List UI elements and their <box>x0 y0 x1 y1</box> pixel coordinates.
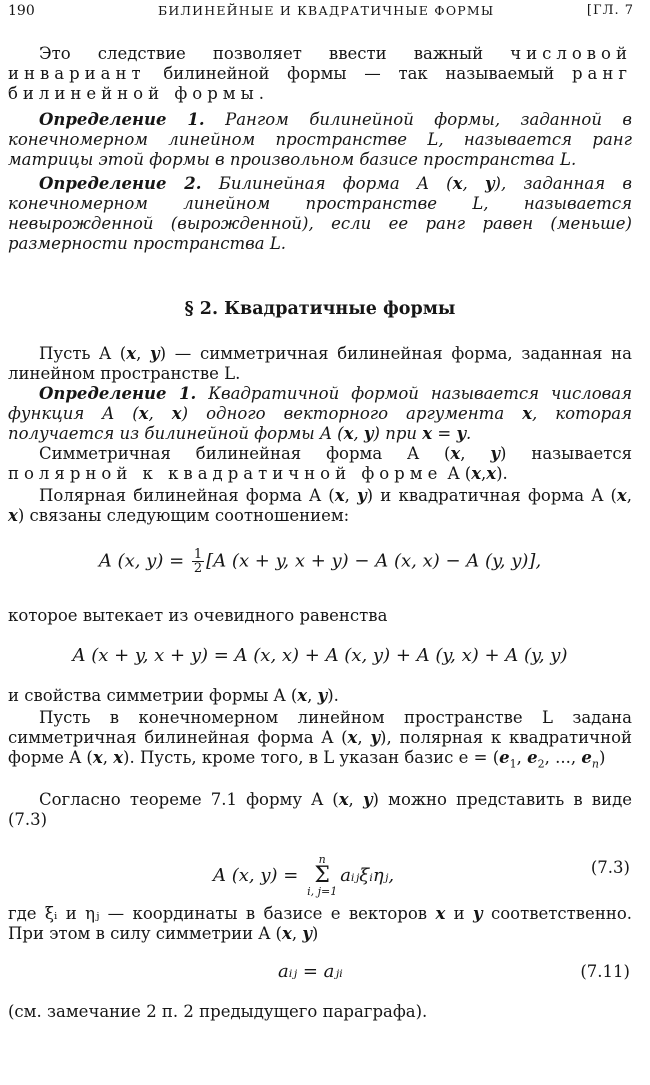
vector-x: x <box>450 444 461 463</box>
text-run: = <box>432 424 457 443</box>
text-run: Симметричная билинейная форма A ( <box>39 444 451 463</box>
paragraph-rank-intro <box>8 44 632 104</box>
formula-rhs: aᵢⱼξᵢηⱼ, <box>340 865 395 886</box>
vector-y: y <box>363 424 374 443</box>
text-run: , <box>307 686 318 705</box>
formula-lhs: A (x, y) = <box>213 865 305 886</box>
text-run: ), полярная к квадратичной форме A ( <box>8 728 632 767</box>
running-header <box>8 0 634 22</box>
text-run: Пусть A ( <box>39 344 127 363</box>
text-run: соответственно. При этом в силу симметрии A ( <box>8 904 632 943</box>
definition-label: Определение 1. <box>39 384 197 403</box>
vector-x: x <box>338 790 349 809</box>
vector-x: x <box>8 506 18 525</box>
text-run: ). <box>327 686 339 705</box>
text-run: и <box>445 904 474 923</box>
text-run: , <box>357 728 371 747</box>
text-run: , <box>344 486 358 505</box>
vector-x: x <box>343 424 354 443</box>
section-heading: § 2. Квадратичные формы <box>184 299 456 319</box>
paragraph-representation <box>8 790 632 830</box>
vector-x: x <box>616 486 627 505</box>
text-run: A ( <box>442 464 472 483</box>
definition-label: Определение 2. <box>39 174 202 193</box>
vector-x: x <box>347 728 358 747</box>
formula-body <box>213 854 394 898</box>
vector-x: x <box>171 404 182 423</box>
definition-rank <box>8 110 632 170</box>
text-run: Пусть в конечномерном линейном пространстве L задана симметричная билинейная форма A ( <box>8 708 632 747</box>
vector-x: x <box>281 924 292 943</box>
text-run: ) связаны следующим соотношением: <box>17 506 350 525</box>
vector-y: y <box>370 728 381 747</box>
definition-text: Рангом билинейной формы, заданной в конечномерном линейном пространстве L, называется ранг матрицы этой формы в произвольном базисе пространства L. <box>8 110 632 169</box>
vector-x: x <box>422 424 433 443</box>
vector-x: x <box>334 486 345 505</box>
definition-quadratic-form <box>8 384 632 444</box>
text-run: ), заданная в конечномерном линейном пространстве L, называется невырожденной (вырожденной), если ее ранг равен (меньше) размерности пространства L. <box>8 174 632 253</box>
paragraph-symmetric-form <box>8 344 632 384</box>
text-run: ) называется <box>500 444 632 463</box>
summation-sign <box>307 854 337 898</box>
vector-y: y <box>150 344 160 363</box>
text-run: Согласно теореме 7.1 форму A ( <box>39 790 339 809</box>
text-run: , <box>136 344 151 363</box>
vector-y: y <box>302 924 312 943</box>
text-run: , <box>626 486 632 505</box>
paragraph-coordinates <box>8 904 632 944</box>
basis-vector: e <box>527 748 538 767</box>
vector-x: x <box>452 174 463 193</box>
text-run: Билинейная форма A ( <box>201 174 453 193</box>
text-run: Это следствие позволяет ввести важный <box>39 44 511 63</box>
vector-x: x <box>486 464 497 483</box>
definition-label: Определение 1. <box>39 110 205 129</box>
text-run: , <box>348 790 363 809</box>
paragraph-polar-form <box>8 444 632 484</box>
vector-y: y <box>456 424 467 443</box>
paragraph-symmetry-property <box>8 686 632 706</box>
vector-x: x <box>92 748 103 767</box>
text-run: где ξᵢ и ηⱼ — координаты в базисе e векторов <box>8 904 436 923</box>
text-run: . <box>258 84 264 103</box>
formula-body: aᵢⱼ = aⱼᵢ <box>278 961 343 982</box>
equation-number: (7.11) <box>580 962 630 981</box>
subscript: 1 <box>509 757 517 771</box>
text-run: , которая получается из билинейной формы A ( <box>8 404 632 443</box>
fraction-numerator: 1 <box>193 547 203 562</box>
formula-7-3 <box>8 846 632 898</box>
text-run: ). <box>496 464 508 483</box>
sum-lower-limit: i, j=1 <box>307 885 338 898</box>
text-run: ) одного векторного аргумента <box>181 404 523 423</box>
vector-y: y <box>317 686 328 705</box>
text-run: ) <box>598 748 606 767</box>
vector-x: x <box>113 748 124 767</box>
vector-x: x <box>471 464 482 483</box>
text-run: ) при <box>373 424 423 443</box>
text-run: Квадратичной формой называется числовая функция A ( <box>8 384 632 423</box>
vector-x: x <box>126 344 137 363</box>
paragraph-relation <box>8 486 632 526</box>
spaced-term: числовой инвариант <box>8 44 632 83</box>
text-run: , ..., <box>544 748 582 767</box>
paragraph-remark-reference: (см. замечание 2 п. 2 предыдущего параграфа). <box>8 1002 428 1021</box>
text-run: и свойства симметрии формы A ( <box>8 686 298 705</box>
definition-nondegenerate <box>8 174 632 254</box>
vector-y: y <box>473 904 483 923</box>
subscript: n <box>591 757 599 771</box>
text-run: ) <box>311 924 319 943</box>
running-title: БИЛИНЕЙНЫЕ И КВАДРАТИЧНЫЕ ФОРМЫ <box>158 3 495 18</box>
text-run: ). Пусть, кроме того, в L указан базис e = ( <box>123 748 500 767</box>
vector-y: y <box>484 174 495 193</box>
chapter-marker: [ГЛ. 7 <box>586 3 634 18</box>
fraction-one-half <box>192 548 204 575</box>
formula-polarization <box>8 548 632 575</box>
equation-number: (7.3) <box>590 858 630 877</box>
sum-upper-limit: n <box>318 853 326 866</box>
sum-symbol: Σ <box>314 863 330 888</box>
formula-lhs: A (x, y) = <box>98 550 190 572</box>
vector-x: x <box>435 904 446 923</box>
paragraph-follows-from: которое вытекает из очевидного равенства <box>8 606 388 625</box>
text-run: , <box>516 748 528 767</box>
spaced-term: ранг билинейной формы <box>8 64 632 103</box>
text-run: , <box>102 748 114 767</box>
vector-y: y <box>490 444 500 463</box>
spaced-term: полярной к квадратичной форме <box>8 464 443 483</box>
page-number: 190 <box>8 3 35 19</box>
text-run: ) и квадратичная форма A ( <box>366 486 617 505</box>
text-run: , <box>353 424 364 443</box>
text-run: . <box>466 424 472 443</box>
text-run: Полярная билинейная форма A ( <box>39 486 335 505</box>
vector-y: y <box>357 486 367 505</box>
fraction-denominator: 2 <box>193 561 203 576</box>
vector-x: x <box>297 686 308 705</box>
text-run: билинейной формы — так называемый <box>145 64 572 83</box>
text-run: ) можно представить в виде (7.3) <box>8 790 632 829</box>
basis-vector: e <box>581 748 592 767</box>
text-run: , <box>481 464 487 483</box>
text-run: ) — симметричная билинейная форма, заданная на линейном пространстве L. <box>8 344 632 383</box>
subscript: 2 <box>537 757 545 771</box>
vector-x: x <box>138 404 149 423</box>
text-run: , <box>291 924 303 943</box>
paragraph-basis <box>8 708 632 774</box>
vector-x: x <box>522 404 533 423</box>
text-run: , <box>462 174 485 193</box>
vector-y: y <box>362 790 373 809</box>
formula-rhs: [A (x + y, x + y) − A (x, x) − A (y, y)], <box>206 550 542 572</box>
text-run: , <box>460 444 491 463</box>
formula-identity: A (x + y, x + y) = A (x, x) + A (x, y) + A (y, x) + A (y, y) <box>72 645 568 666</box>
basis-vector: e <box>499 748 510 767</box>
text-run: , <box>148 404 172 423</box>
